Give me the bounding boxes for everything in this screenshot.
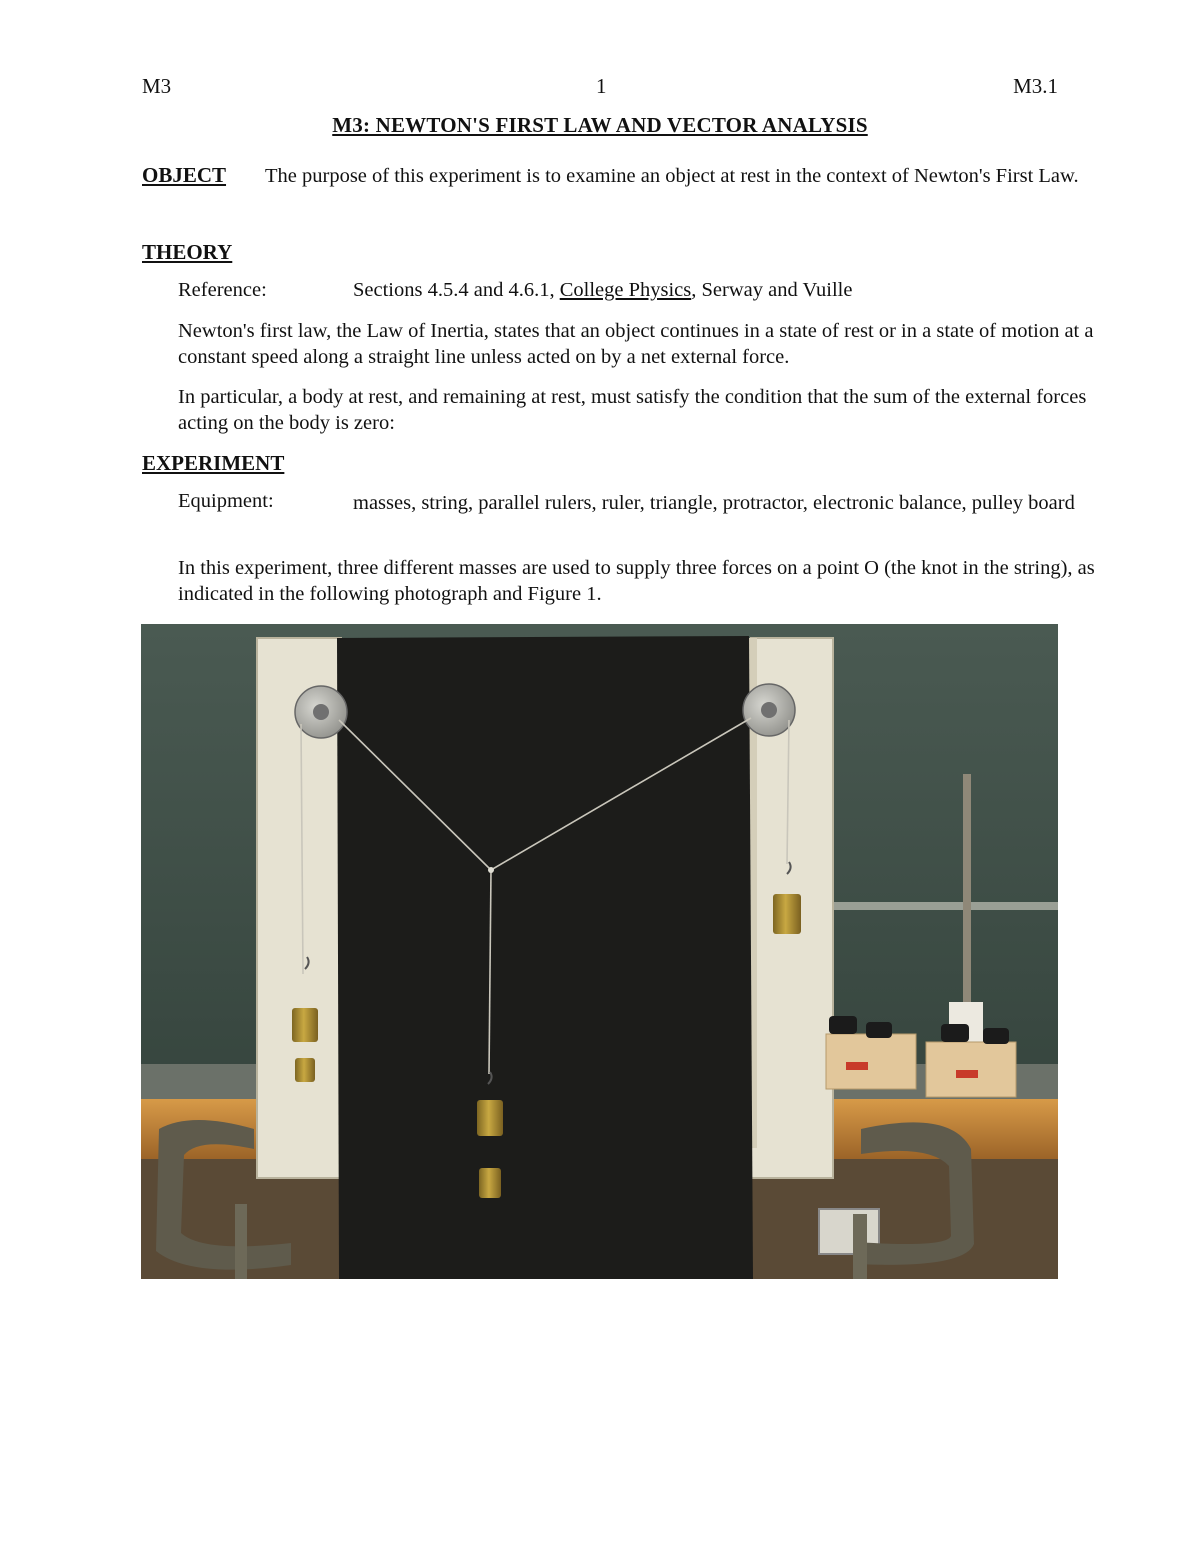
theory-heading: THEORY <box>142 240 233 264</box>
reference-text <box>353 279 852 302</box>
mass-stand-rod <box>963 774 971 1004</box>
center-mass-small <box>479 1168 501 1198</box>
chalk-tray <box>821 902 1058 910</box>
equipment-text: masses, string, parallel rulers, ruler, triangle, protractor, electronic balance, pulley board <box>353 492 1075 514</box>
experiment-paragraph-1: In this experiment, three different masses are used to supply three forces on a point O (the knot in the string), as indicated in the following photograph and Figure 1. <box>178 557 1095 605</box>
mass-set-box-2 <box>926 1042 1016 1097</box>
left-mass-small <box>295 1058 315 1082</box>
theory-paragraph-2: In particular, a body at rest, and remaining at rest, must satisfy the condition that the sum of the external forces acting on the body is zero: <box>178 386 1087 434</box>
equipment-label: Equipment: <box>178 490 274 512</box>
experiment-heading: EXPERIMENT <box>142 451 285 475</box>
left-pulley-axle <box>313 704 329 720</box>
left-mass-large <box>292 1008 318 1042</box>
mass-set-label-1 <box>846 1062 868 1070</box>
reference-authors: , Serway and Vuille <box>691 279 853 301</box>
mass-set-box-1 <box>826 1034 916 1089</box>
reference-book-title: College Physics <box>559 279 692 301</box>
right-pulley-axle <box>761 702 777 718</box>
page-header-right: M3.1 <box>1013 74 1058 98</box>
reference-sections: Sections 4.5.4 and 4.6.1, <box>353 279 560 301</box>
reference-label: Reference: <box>178 279 267 301</box>
page-header-left: M3 <box>142 74 172 98</box>
theory-paragraph-1: Newton's first law, the Law of Inertia, states that an object continues in a state of rest or in a state of motion at a constant speed along a straight line unless acted on by a net external force. <box>178 320 1094 368</box>
mass-set-label-2 <box>956 1070 978 1078</box>
center-mass-large <box>477 1100 503 1136</box>
object-text: The purpose of this experiment is to examine an object at rest in the context of Newton's First Law. <box>265 165 1079 187</box>
document-title: M3: NEWTON'S FIRST LAW AND VECTOR ANALYSIS <box>332 113 868 137</box>
object-heading: OBJECT <box>142 163 227 187</box>
pulley-board-photograph <box>141 624 1058 1279</box>
page-number: 1 <box>596 74 607 98</box>
black-sheet <box>337 636 753 1279</box>
right-mass <box>773 894 801 934</box>
knot-point-o <box>488 867 494 873</box>
